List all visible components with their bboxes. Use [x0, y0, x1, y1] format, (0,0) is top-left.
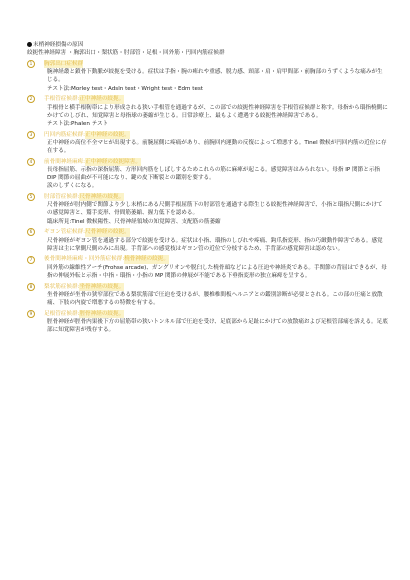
- section-heading-text: 梨状筋症候群:: [44, 283, 80, 290]
- paragraph: 手根骨と横手根靭帯により形成される狭い手根管を通過するが、この部での絞扼性神経障害を手根管症候群と称す。母指から環指橈側にかけてのしびれ、知覚障害と母指球の萎縮が生じる。日常診療上、最もよく遭遇する絞扼性神経障害である。: [47, 104, 388, 119]
- section-heading-text: 手根管症候群:: [44, 96, 80, 103]
- circled-number-icon: 5: [27, 193, 35, 201]
- section-body: [27, 68, 388, 93]
- paragraph: 涙のしずくになる。: [47, 183, 98, 190]
- section-heading-highlight: 正中神経の絞扼障害。: [85, 158, 141, 165]
- circled-number-icon: 2: [27, 95, 35, 103]
- section-guyon-canal: [27, 228, 388, 253]
- circled-number-icon: 6: [27, 228, 35, 236]
- section-body: [27, 237, 388, 253]
- section-cubital-tunnel: [27, 193, 388, 226]
- section-heading-text: ギヨン管症候群:: [44, 229, 86, 236]
- section-heading-text: 前骨間神経麻痺:: [44, 158, 86, 165]
- circled-number-icon: 8: [27, 283, 35, 291]
- section-heading-highlight: 坐骨神経の絞扼。: [79, 283, 125, 290]
- paragraph: テスト法:Phalen テスト: [47, 120, 109, 127]
- circled-number-icon: 4: [27, 158, 35, 166]
- section-heading: [27, 255, 388, 263]
- section-heading: [27, 193, 388, 201]
- paragraph: 回外筋の線維性アーチ(Frohse arcade)、ガングリオンや脱臼した橈骨頭などによる圧迫や神経炎である。手関節の背屈はできるが、母指の伸展外転と示指・中指・環指・小指の MP 関節の伸展が不能である下垂指変形の独立麻痺を呈する。: [47, 264, 387, 279]
- section-heading: [27, 131, 388, 139]
- paragraph: 坐骨神経が坐骨の狭窄部位である梨状筋部で圧迫を受けるが、腰椎椎間板ヘルニアとの鑑別診断が必要とされる。この部の圧痛と放散痛、下肢の内旋で増悪するの特徴を有する。: [47, 291, 383, 306]
- title-text: 末梢神経損傷の原因: [33, 42, 84, 48]
- section-anterior-interosseous: [27, 158, 388, 191]
- circled-number-icon: 7: [27, 256, 35, 264]
- section-piriformis: [27, 283, 388, 308]
- section-heading-highlight: 正中神経の絞扼。: [85, 131, 130, 138]
- section-body: [27, 201, 388, 226]
- paragraph: テスト法:Morley test・Adsln test・Wright test・Edm test: [47, 85, 204, 92]
- section-heading: [27, 310, 388, 318]
- section-thoracic-outlet: [27, 60, 388, 93]
- document-title: [27, 41, 388, 49]
- section-heading: [27, 158, 388, 166]
- paragraph: 尺骨神経がギヨン管を通過する部分で絞扼を受ける。症状は小指、環指のしびれや疼痛、鈎爪指変形、指の巧緻動作障害である。感覚障害は主に掌側尺側のみに出現。手背部への感覚枝はギヨン管の近位で分枝するため、手背部の感覚障害は認めない。: [47, 237, 383, 252]
- section-heading: [27, 283, 388, 291]
- section-heading-text: 肘部管症候群:: [44, 194, 80, 201]
- bullet-icon: [27, 42, 32, 47]
- paragraph: 臨床所見:Tinel 徴候陽性、尺骨神経領域の知覚障害、支配筋の筋萎縮: [47, 218, 221, 225]
- section-heading: [27, 60, 388, 68]
- circled-number-icon: 9: [27, 310, 35, 318]
- section-tarsal-tunnel: [27, 310, 388, 335]
- paragraph: 脛骨神経が脛骨内果後下方の屈筋帯の狭いトンネル部で圧迫を受け、足底部から足趾にかけての放散痛および足根管部痛を訴える。足底部に知覚障害が残存する。: [47, 318, 388, 334]
- section-heading-highlight: 正中神経の絞扼。: [79, 96, 125, 103]
- paragraph: 長母指屈筋、示指の深指屈筋、方形回内筋をしばしするためこれらの筋に麻痺が起こる。感覚障害はみられない。母指 IP 関節と示指 DIP 関節の屈曲が不可能になり、鍵の皮下断裂との鑑別を要する。: [47, 166, 381, 182]
- document-subtitle: 絞扼性神経障害 ・胸郭出口・梨状筋・肘部管・足根・回外筋・円回内筋症候群: [27, 50, 225, 56]
- section-heading-text: 足根管症候群:: [44, 310, 80, 317]
- paragraph: 腕神経叢と鎖骨下動脈が絞扼を受ける。症状は手指・腕の痺れや重感、脱力感、頸部・肩・肩甲間部・前胸部のうずくような痛みが生じる。: [47, 69, 383, 84]
- section-heading-highlight: 尺骨神経の絞扼。: [85, 229, 130, 236]
- paragraph: 正中神経の高位不全マヒが出現する。前腕屈側に疼痛があり、前腕回内運動の反復によって増悪する。Tinel 徴候が円回内筋の近位に存在する。: [47, 139, 387, 155]
- section-carpal-tunnel: [27, 95, 388, 128]
- section-body: [27, 104, 388, 129]
- section-posterior-interosseous: [27, 255, 388, 280]
- circled-number-icon: 1: [27, 60, 35, 68]
- section-heading: [27, 228, 388, 236]
- section-heading-highlight: 尺骨神経の絞扼。: [79, 194, 125, 201]
- section-heading-text: 後骨間神経麻痺・回外筋症候群:: [44, 256, 125, 263]
- section-heading-highlight: 脛骨神経の絞扼。: [79, 310, 125, 317]
- section-body: [27, 291, 388, 307]
- section-body: [27, 318, 388, 334]
- section-body: [27, 139, 388, 155]
- section-body: [27, 166, 388, 191]
- section-heading-text: 円回内筋症候群:: [44, 131, 86, 138]
- paragraph: 尺骨神経が肘内側で関節より少し末梢にある尺側手根屈筋下の肘部管を通過する際生じる絞扼性神経障害で、小指と環指尺側にかけての感覚障害と、鷲手変形、骨間筋萎縮、握力低下を認める。: [47, 202, 383, 217]
- section-heading-text: 胸郭出口症候群: [44, 61, 84, 67]
- section-heading-highlight: 橈骨神経の絞扼。: [124, 256, 169, 263]
- circled-number-icon: 3: [27, 131, 35, 139]
- section-pronator-teres: [27, 131, 388, 156]
- section-body: [27, 264, 388, 280]
- section-heading: [27, 95, 388, 103]
